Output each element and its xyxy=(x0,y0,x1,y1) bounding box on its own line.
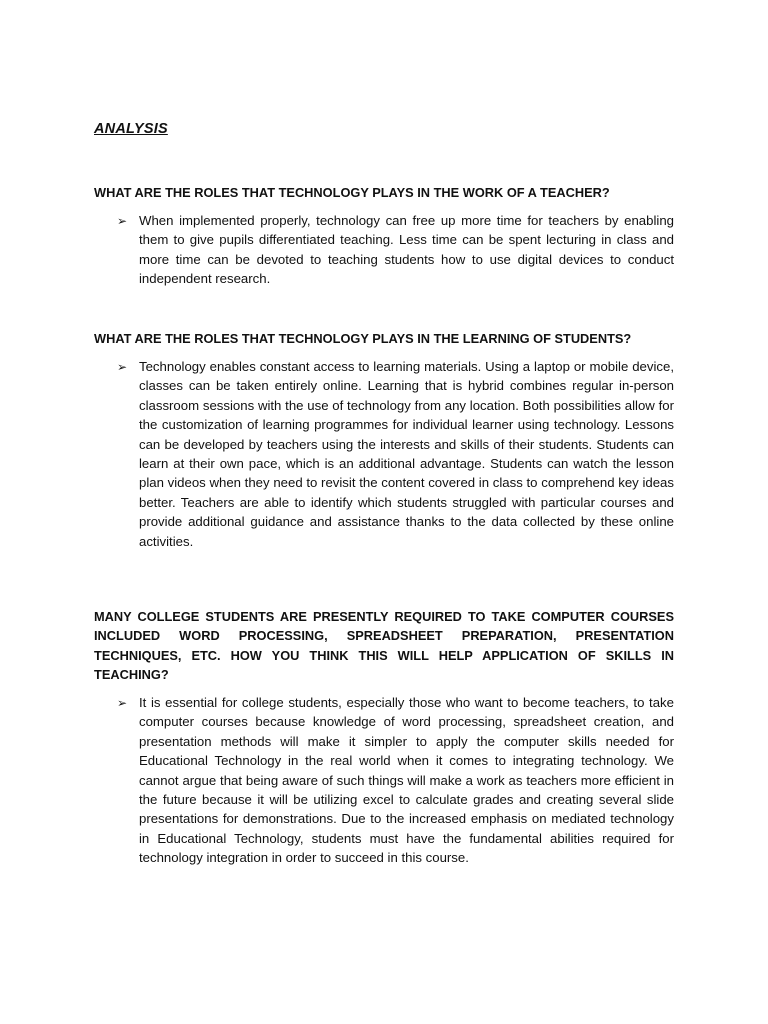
question-heading-2: WHAT ARE THE ROLES THAT TECHNOLOGY PLAYS IN THE LEARNING OF STUDENTS? xyxy=(94,331,632,346)
answer-bullet-3 xyxy=(117,693,677,868)
answer-text-3: It is essential for college students, especially those who want to become teachers, to take computer courses because knowledge of word processing, spreadsheet creation, and presentation methods will make it simpler to apply the computer skills needed for Educational Technology in the real world when it comes to integrating technology. We cannot argue that being aware of such things will make a work as teachers more efficient in the future because it will be utilizing excel to calculate grades and creating several slide presentations for demonstrations. Due to the increased emphasis on mediated technology in Educational Technology, students must have the fundamental abilities required for technology integration in order to succeed in this course. xyxy=(139,695,674,866)
answer-bullet-2 xyxy=(117,357,677,551)
question-heading-3: MANY COLLEGE STUDENTS ARE PRESENTLY REQUIRED TO TAKE COMPUTER COURSES INCLUDED WORD PROCESSING, SPREADSHEET PREPARATION, PRESENTATION TECHNIQUES, ETC. HOW YOU THINK THIS WILL HELP APPLICATION OF SKILLS IN TEACHING? xyxy=(94,609,674,683)
arrow-bullet-icon: ➢ xyxy=(117,214,128,228)
arrow-bullet-icon: ➢ xyxy=(117,696,128,710)
arrow-bullet-icon: ➢ xyxy=(117,360,128,374)
page-title: ANALYSIS xyxy=(94,121,168,137)
answer-text-2: Technology enables constant access to learning materials. Using a laptop or mobile device, classes can be taken entirely online. Learning that is hybrid combines regular in-person classroom sessions with the use of technology from any location. Both possibilities allow for the customization of learning programmes for individual learner using technology. Lessons can be developed by teachers using the interests and skills of their students. Students can learn at their own pace, which is an additional advantage. Students can watch the lesson plan videos when they need to revisit the content covered in class to comprehend key ideas better. Teachers are able to identify which students struggled with particular courses and provide additional guidance and assistance thanks to the data collected by these online activities. xyxy=(139,359,674,549)
question-heading-1: WHAT ARE THE ROLES THAT TECHNOLOGY PLAYS IN THE WORK OF A TEACHER? xyxy=(94,185,610,200)
answer-bullet-1 xyxy=(117,211,677,289)
answer-text-1: When implemented properly, technology can free up more time for teachers by enabling them to give pupils differentiated teaching. Less time can be spent lecturing in class and more time can be devoted to teaching students how to use digital devices to conduct independent research. xyxy=(139,213,674,287)
